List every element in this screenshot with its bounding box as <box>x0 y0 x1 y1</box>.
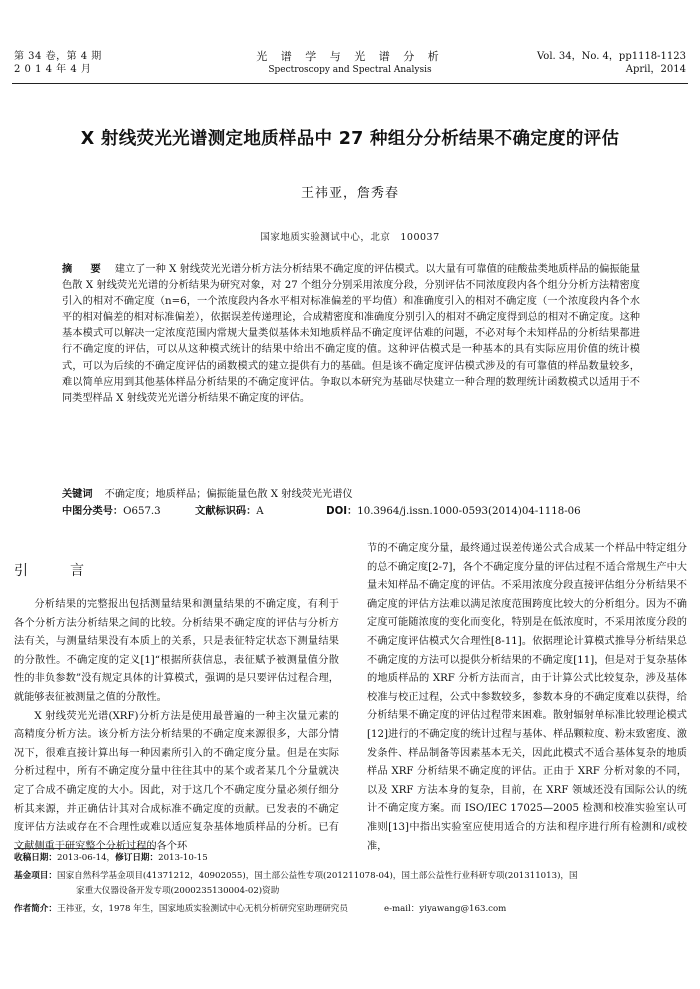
fund-text-1: 国家自然科学基金项目(41371212，40902055)，国土部公益性专项(201211078-04)，国土部公益性行业科研专项(201311013)，国 <box>56 871 578 881</box>
footnote-dates <box>14 851 686 866</box>
received-label: 收稿日期： <box>14 853 57 863</box>
keywords <box>62 487 662 503</box>
doi-label: DOI： <box>326 506 358 517</box>
affiliation: 国家地质实验测试中心，北京 100037 <box>260 232 440 243</box>
date-zh: 2 0 1 4 年 4 月 <box>14 64 92 75</box>
footnote-funding <box>14 869 686 899</box>
footnote-divider <box>14 848 154 849</box>
paper-title: X 射线荧光光谱测定地质样品中 27 种组分分析结果不确定度的评估 <box>80 129 620 149</box>
author-email: e-mail：yiyawang@163.com <box>384 904 507 914</box>
revised-label: 修订日期： <box>115 853 159 863</box>
keywords-label: 关键词 <box>62 489 93 500</box>
fund-label: 基金项目： <box>14 871 57 881</box>
fund-text-2: 家重大仪器设备开发专项(2000235130004-02)资助 <box>76 886 280 896</box>
journal-name-en: Spectroscopy and Spectral Analysis <box>268 65 432 75</box>
doc-code-label: 文献标识码： <box>195 506 257 517</box>
keywords-text: 不确定度；地质样品；偏振能量色散 X 射线荧光光谱仪 <box>104 489 353 500</box>
footnote-author <box>14 902 686 917</box>
left-column <box>14 596 339 856</box>
journal-name-zh: 光 谱 学 与 光 谱 分 析 <box>256 50 444 63</box>
running-header <box>0 0 700 84</box>
date-en: April，2014 <box>625 64 686 75</box>
classification-line <box>62 504 662 520</box>
clc-value: O657.3 <box>123 506 161 517</box>
abstract-text: 建立了一种 X 射线荧光光谱分析方法分析结果不确定度的评估模式。以大量有可靠值的硅酸盐类地质样品的偏振能量色散 X 射线荧光光谱的分析结果为研究对象，对 27 个组分分别采用浓度分段，分别评估不同浓度段内各个组分分析方法精密度引入的相对不确定度（n=6，一个浓度段内各水平相对标准偏差的平均值）和准确度引入的相对不确定度（一个浓度段内各个水平的相对偏差的相对标准偏差），依据误差传递理论，合成精密度和准确度分别引入的相对不确定度得到总的相对不确定度。这种基本模式可以解决一定浓度范围内常规大量类似基体未知地质样品不确定度评估难的问题，不必对每个未知样品的分析结果都进行不确定度的评估，可以从这种模式统计的结果中给出不确定度的值。这种评估模式是一种基本的具有实际应用价值的统计模式，可以为后续的不确定度评估的函数模式的建立提供有力的基础。但是该不确定度评估模式涉及的有可靠值的样品数量较多，难以简单应用到其他基体样品分析结果的不确定度评估。争取以本研究为基础尽快建立一种合理的数理统计函数模式以适用于不同类型样品 X 射线荧光光谱分析结果不确定度的评估。 <box>62 264 641 404</box>
paragraph: 分析结果的完整报出包括测量结果和测量结果的不确定度，有利于各个分析方法分析结果之间的比较。分析结果不确定度的评估与分析方法有关，与测量结果没有本质上的关系，只是表征特定状态下测量结果的分散性。不确定度的定义[1]“根据所获信息，表征赋予被测量值分散性的非负参数”没有规定具体的计算模式，强调的是只要评估过程合理，就能够表征被测量之值的分散性。 <box>14 599 339 703</box>
author-bio-label: 作者简介： <box>14 904 57 914</box>
author-bio: 王祎亚，女，1978 年生，国家地质实验测试中心无机分析研究室助理研究员 <box>56 904 348 914</box>
volume-pages-en: Vol. 34，No. 4，pp1118-1123 <box>537 51 686 62</box>
paragraph: 节的不确定度分量，最终通过误差传递公式合成某一个样品中特定组分的总不确定度[2-7]，各个不确定度分量的评估过程不适合常规生产中大量未知样品不确定度的评估。不采用浓度分段直接评估组分分析结果不确定度的评估方法难以满足浓度范围跨度比较大的分析组分。因为不确定度可能随浓度的变化而变化，特别是在低浓度时，不采用浓度分段的不确定度评估模式欠合理性[8-11]。依据理论计算模式推导分析结果总不确定度的方法可以提供分析结果的不确定度[11]，但是对于复杂基体的地质样品的 XRF 分析方法而言，由于计算公式比较复杂，涉及基体校准与校正过程，公式中参数较多，参数本身的不确定度难以获得，给分析结果不确定度的评估过程带来困难。散射辐射单标准比较理论模式[12]进行的不确定度的统计过程与基体、样品颗粒度、粉末致密度、激发条件、样品制备等因素基本无关，因此此模式不适合基体复杂的地质样品 XRF 分析结果不确定度的评估。正由于 XRF 分析对象的不同，以及 XRF 方法本身的复杂，目前，在 XRF 领域还没有国际公认的统计不确定度方案。而 ISO/IEC 17025—2005 检测和校准实验室认可准则[13]中指出实验室应使用适合的方法和程序进行所有检测和/或校准， <box>367 543 687 852</box>
abstract-label: 摘 要 <box>62 264 105 275</box>
right-column <box>367 540 687 856</box>
revised-date: 2013-10-15 <box>158 853 208 863</box>
received-date: 2013-06-14， <box>56 853 116 863</box>
clc-label: 中图分类号： <box>62 506 124 517</box>
section-heading-introduction: 引 言 <box>14 563 98 579</box>
author-list: 王祎亚，詹秀春 <box>300 186 399 201</box>
doi-value: 10.3964/j.issn.1000-0593(2014)04-1118-06 <box>357 506 581 517</box>
header-right <box>537 50 686 76</box>
abstract <box>62 262 640 407</box>
volume-issue-zh: 第 34 卷，第 4 期 <box>14 51 102 62</box>
header-divider <box>12 83 688 84</box>
paragraph: X 射线荧光光谱(XRF)分析方法是使用最普遍的一种主次量元素的高精度分析方法。该分析方法分析结果的不确定度来源很多，大部分情况下，很难直接计算出每一种因素所引入的不确定度分量。但是在实际分析过程中，所有不确定度分量中往往其中的某个或者某几个分量就决定了合成不确定度的大小。因此，对于这几个不确定度分量必须仔细分析其来源，并正确估计其对合成标准不确定度的贡献。已发表的不确定度评估方法或存在不合理性或难以适应复杂基体地质样品的分析。已有文献侧重于研究整个分析过程的各个环 <box>14 710 339 852</box>
doc-code-value: A <box>256 506 264 517</box>
